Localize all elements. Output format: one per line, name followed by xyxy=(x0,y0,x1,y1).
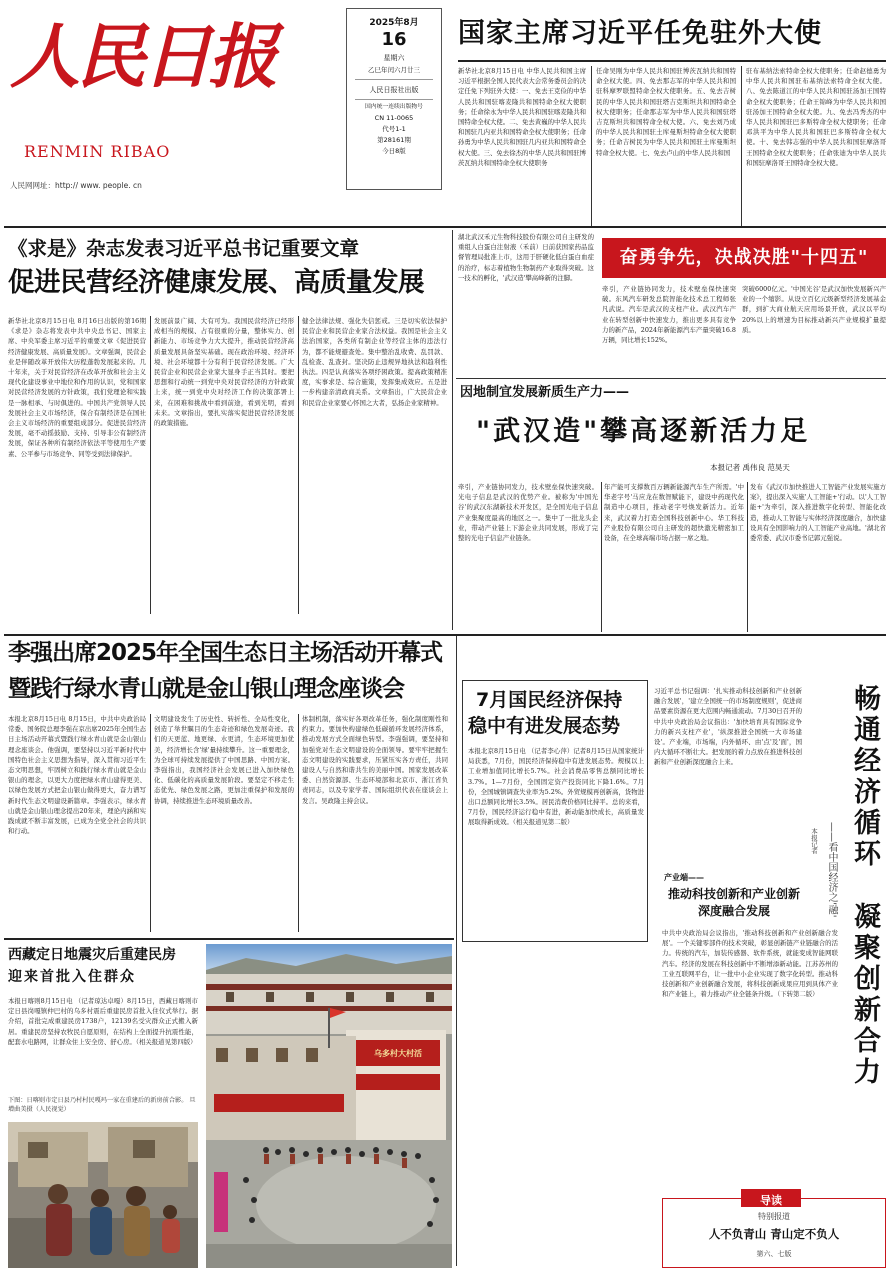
guide-label xyxy=(741,1189,801,1207)
masthead-pinyin: RENMIN RIBAO xyxy=(24,142,171,161)
guide-kicker: 特别报道 xyxy=(758,1212,790,1221)
qiushi-headline: 促进民营经济健康发展、高质量发展 xyxy=(8,267,424,298)
date-day: 16 xyxy=(381,29,407,50)
date-year-month: 2025年8月 xyxy=(369,18,419,28)
liqiang-col2: 文明建设发生了历史性、转折性、全局性变化，创造了举世瞩目的生态奇迹和绿色发展奇迹。我们的天更蓝、地更绿、水更清，生态环境更加优美，经济增长含'绿'量持续攀升。这一重要理念，为全球可持续发展提供了中国思路、中国方案。李强指出，我国经济社会发展已进入加快绿色化、低碳化的高质量发展阶段。要坚定不移走生态优先、绿色发展之路，更加注重保护和发展的协调，持续推进生态环境质量改善。 xyxy=(154,715,294,805)
economy-subhead: 推动科技创新和产业创新深度融合发展 xyxy=(667,887,800,918)
economy-vertical-text-1: 畅通经济循环 xyxy=(849,684,880,870)
lead-headline: 国家主席习近平任免驻外大使 xyxy=(458,18,822,49)
liqiang-col1: 本报北京8月15日电 8月15日，中共中央政治局常委、国务院总理李强在京出席2025年全国生态日主场活动开幕式暨践行绿水青山就是金山银山理念座谈会。他强调，要坚持以习近平新时代中国特色社会主义思想为指导，深入贯彻习近平生态文明思想，牢固树立和践行绿水青山就是金山银山的理念，以更大力度把绿水青山建得更美、以绿色发展方式把金山银山做得更大，奋力谱写新时代生态文明建设新篇章。李强表示，绿水青山就是金山银山理念提出20年来，理论内涵和实践成就不断丰富发展，已成为全党全社会的共识和行动。 xyxy=(8,715,146,836)
wuhan-col2: 突破6000亿元。'中国光谷'是武汉加快发展新兴产业的一个缩影。从设立百亿元级新型经济发展基金群，到扩大商业航天应用场景开放，武汉以平均20%以上的增速为目标推动新兴产业规模扩量提质。 xyxy=(742,285,886,334)
guide-box xyxy=(662,1194,886,1268)
date-box xyxy=(346,8,442,190)
tibet-headline-1: 西藏定日地震灾后重建民房 xyxy=(8,947,176,963)
economy-col3: 中共中央政治局会议指出，'推动科技创新和产业创新融合发展'。一个关键零部件的技术突破，彰显创新链产业链融合的活力。传统的汽车，加装传感器、软件系统，就能变成智能网联汽车。经济的发展在科技创新中不断增添新动能。江苏苏州的工业互联网平台，让一批中小企业实现了数字化转型。推动科技创新和产业创新融合发展，将科技创新成果应用到具体产业和产业链上，着力推动产业全链条升级。（下转第二版） xyxy=(662,929,838,999)
tibet-ceremony-photo xyxy=(206,944,452,1268)
lead-col1: 新华社北京8月15日电 中华人民共和国主席习近平根据全国人民代表大会常务委员会的决定任免下列驻外大使：一、免去王克俭的中华人民共和国驻喀麦隆共和国特命全权大使职务；任命徐永为中华人民共和国驻喀麦隆共和国特命全权大使。二、免去黄巍的中华人民共和国驻几内亚共和国特命全权大使职务；任命孙勇为中华人民共和国驻几内亚共和国特命全权大使。三、免去徐杰的中华人民共和国驻博茨瓦纳共和国特命全权大使职务 xyxy=(458,67,586,167)
wuhan-banner-text: 奋勇争先，决战决胜"十四五" xyxy=(619,247,869,268)
date-cn: CN 11-0065 xyxy=(374,114,414,122)
wuhan-col1: 牵引，产业链协同发力，技术壁垒保快速突破。东风汽车研发总院智能化技术总工程师张凡武说。汽车是武汉的支柱产业。武汉汽车产业在转型创新中快速发力，推出更多具有竞争力的新产品，2024年新能源汽车产量突破16.8万辆，同比增长152%。 xyxy=(602,285,736,345)
date-weekday: 星期六 xyxy=(383,54,405,62)
economy-headline-2: 稳中有进发展态势 xyxy=(468,715,621,737)
liqiang-headline-1: 李强出席2025年全国生态日主场活动开幕式 xyxy=(8,640,443,666)
wuhan-kicker: 因地制宜发展新质生产力—— xyxy=(460,385,630,400)
economy-col2: 习近平总书记强调：'扎实推动科技创新和产业创新融合发展'，'建立全国统一的市场制度规则'，促进商品要素资源在更大范围内畅通流动。7月30日召开的中共中央政治局会议指出：'加快培育具有国际竞争力的新兴支柱产业'，'纵深推进全国统一大市场建设'。产业端，市场端，内外循环、由'点'及'面'，国内大循环不断壮大。把发展的着力点放在推进科技创新和产业创新深度融合上来。 xyxy=(654,687,802,767)
masthead-title: 人民日报 xyxy=(10,15,274,98)
date-lunar: 乙巳年闰六月廿三 xyxy=(368,66,420,74)
qiushi-col2: 发展前景广阔、大有可为。我国民营经济已经形成相当的规模、占有很重的分量，整体实力、创新能力、市场竞争力大大提升，推动民营经济高质量发展具备坚实基础。现在政治环境、经济环境、社会环境都十分有利于民营经济发展。广大民营企业和民营企业家大显身手正当其时。要把思想和行动统一到党中央对民营经济的方针政策上来，统一到党中央对经济工作的决策部署上来，在困难和挑战中看到前途，看到光明，看到未来。文章指出，要扎实落实促进民营经济发展的政策措施。 xyxy=(154,317,294,428)
economy-vertical-title-2 xyxy=(842,902,886,1102)
economy-headline-1: 7月国民经济保持 xyxy=(476,689,623,711)
wuhan-col3: 牵引，产业链协同发力，技术壁垒保快速突破。光电子信息是武汉的优势产业。被称为'中国光谷'的武汉东湖新技术开发区，是全国光电子信息产业集聚度最高的地区之一。集中了一批龙头企业，带动产业链上下游企业共同发展，形成了完整的光电子信息产业链条。 xyxy=(458,483,598,543)
date-issue: 第28161期 xyxy=(377,136,411,144)
guide-label-text: 导读 xyxy=(760,1194,782,1207)
tibet-sign: 乌多村大村活 xyxy=(374,1048,422,1058)
date-publisher: 人民日报社出版 xyxy=(369,86,419,94)
qiushi-col1: 新华社北京8月15日电 8月16日出版的第16期《求是》杂志将发表中共中央总书记、国家主席、中央军委主席习近平的重要文章《促进民营经济健康发展、高质量发展》。文章强调，民营企业是伴随改革开放伟大历程蓬勃发展起来的。几十年来，关于对民营经济在改革开放和社会主义现代化建设事业中地位和作用的认识，党和国家对民营经济发展的方针政策，我们党理论和实践是一脉相承、与时俱进的。中国共产党领导人民发展社会主义市场经济，保合有制经济是在国社会主义市场经济的重要组成部分。促进民营经济发展，毫不动摇鼓励、支持、引导非公有制经济发展，保证各种所有制经济依法平等使用生产要素、公平参与市场竞争、同等受到法律保护。 xyxy=(8,317,146,458)
economy-vertical-title-1 xyxy=(842,684,886,884)
tibet-family-photo xyxy=(8,1122,198,1268)
liqiang-col3: 体制机制，落实好各项改革任务，强化制度刚性和约束力。要加快构建绿色低碳循环发展经济体系，推动发展方式全面绿色转型。李强强调，要坚持和加强党对生态文明建设的全面领导。要牢牢把握生态文明建设的实践要求，压紧压实各方责任，共同建设人与自然和谐共生的美丽中国。国家发展改革委、自然资源部、生态环境部和北京市、浙江省负责同志，以及专家学者、国际组织代表在座谈会上发言。吴政隆主持会议。 xyxy=(302,715,448,805)
date-code: 代号1-1 xyxy=(382,125,406,133)
economy-vertical-text-2: 凝聚创新合力 xyxy=(849,902,880,1088)
tibet-caption: 下图：日喀则市定日县乃村村民嘎玛一家在重建后的新房前合影。 旦增曲美摄（人民视觉） xyxy=(8,1097,196,1113)
masthead-website[interactable]: 人民网网址：http:// www. people. cn xyxy=(10,181,142,190)
wuhan-banner xyxy=(602,238,886,278)
wuhan-headline: "武汉造"攀高逐新活力足 xyxy=(476,416,811,447)
masthead xyxy=(8,4,338,194)
lead-col2: 任命吴刚为中华人民共和国驻博茨瓦纳共和国特命全权大使。四、免去那志军的中华人民共和国驻科摩罗联盟特命全权大使职务。五、免去吉树民的中华人民共和国驻塔吉克斯坦共和国特命全权大使职务；任命那志军为中华人民共和国驻塔吉克斯坦共和国特命全权大使。六、免去刘乃成的中华人民共和国驻土库曼斯坦特命全权大使职务；任命吉树民为中华人民共和国驻土库曼斯坦特命全权大使。七、免去卢山的中华人民共和国 xyxy=(596,67,736,157)
wuhan-col5: 发布《武汉市加快推进人工智能产业发展实施方案》，提出深入实施'人工智能+'行动。以'人工智能+'为牵引，深入推进数字化转型、智能化改造，推动人工智能与实体经济深度融合，加快建设具有全国影响力的人工智能产业高地。'湖北省委常委、武汉市委书记郭元强说。 xyxy=(750,483,886,543)
date-pages: 今日8版 xyxy=(382,147,406,155)
date-serial-label: 国内统一连续出版物号 xyxy=(365,104,423,110)
economy-vertical-author xyxy=(808,828,820,878)
liqiang-headline-2: 暨践行绿水青山就是金山银山理念座谈会 xyxy=(8,676,404,702)
economy-vertical-sub-text: ——看中国经济之'融' xyxy=(826,822,837,918)
economy-vertical-author-text: 本报记者 xyxy=(810,828,818,854)
wuhan-col4: 年产能可支撑数百万辆新能源汽车生产所需。'中华老字号'马应龙在数智赋能下，建设中药现代化制造中心项目，推动老字号焕发新活力。近年来，武汉着力打造全国科技创新中心。华工科技产业股份有限公司自主研发的超快激光精密加工设备，在全球高端市场占据一席之地。 xyxy=(604,483,744,543)
tibet-headline-2: 迎来首批入住群众 xyxy=(8,969,136,985)
wuhan-byline: 本报记者 禹伟良 范昊天 xyxy=(710,463,790,472)
economy-subhead-label: 产业端—— xyxy=(664,873,704,882)
qiushi-col3: 健全法律法规、强化失信惩戒。三是切实依法保护民营企业和民营企业家合法权益。我国是社会主义法治国家，各类所有制企业等经营主体的违法行为，都不能规避查处。集中整治乱收费、乱罚款、乱检查、乱查封。坚决防止违规异地执法和趋利性执法。四是认真落实各项纾困政策。提高政策精准度，实事求是、综合施策，发挥集成效应。五是进一步构建亲清政商关系。文章指出，广大民营企业和民营企业家要心怀国之大者，弘扬企业家精神。 xyxy=(302,317,447,407)
economy-body: 本报北京8月15日电 （记者李心萍）记者8月15日从国家统计局获悉，7月份，国民经济保持稳中有进发展态势。规模以上工业增加值同比增长5.7%。社会消费品零售总额同比增长3.7%。1—7月份，全国固定资产投资同比下降1.6%。7月份，全国城镇调查失业率为5.2%。外贸规模再创新高，货物进出口总额同比增长3.5%。居民消费价格同比持平。总的来看，7月份，国民经济运行稳中有进，新动能加快成长，高质量发展取得新成效。（相关报道见第二版） xyxy=(468,747,644,827)
guide-pages[interactable]: 第六、七版 xyxy=(756,1250,792,1258)
lead-col3: 驻布基纳法索特命全权大使职务；任命赵德勇为中华人民共和国驻布基纳法索特命全权大使。八、免去陈道江的中华人民共和国驻汤加王国特命全权大使职务；任命王锦峰为中华人民共和国驻汤加王国特命全权大使。九、免去冯秀杰的中华人民共和国驻巴多斯特命全权大使职务；任命邓洪平为中华人民共和国驻巴多斯特命全权大使。十、免去韩志强的中华人民共和国驻摩洛哥王国特命全权大使职务；任命张迪为中华人民共和国驻摩洛哥王国特命全权大使。 xyxy=(746,67,886,167)
tibet-body: 本报日喀则8月15日电 （记者琼达卓嘎）8月15日，西藏日喀则市定日县岗嘎镇仲巴村的乌多村震后重建民房首批入住仪式举行。据介绍，首批完成重建民房1738户，12139名受灾群众正式搬入新居。重建民房坚持农牧民自愿原则，在结构上全面提升抗震性能，配套水电路网，让群众住上安全房、舒心房。（相关报道见第四版） xyxy=(8,997,198,1046)
qiushi-kicker: 《求是》杂志发表习近平总书记重要文章 xyxy=(8,237,360,260)
guide-title[interactable]: 人不负青山 青山定不负人 xyxy=(708,1227,840,1241)
wuhan-lead: 湖北武汉禾元生物科技股份有限公司自主研发的重组人白蛋白注射液（禾前）日前获国家药品监督管理局批准上市，这用于肝硬化低白蛋白血症的治疗，标志着植物生物制药产业取得突破。这一技术的孵化，'武汉造'攀高峰新的注脚。 xyxy=(458,233,594,282)
